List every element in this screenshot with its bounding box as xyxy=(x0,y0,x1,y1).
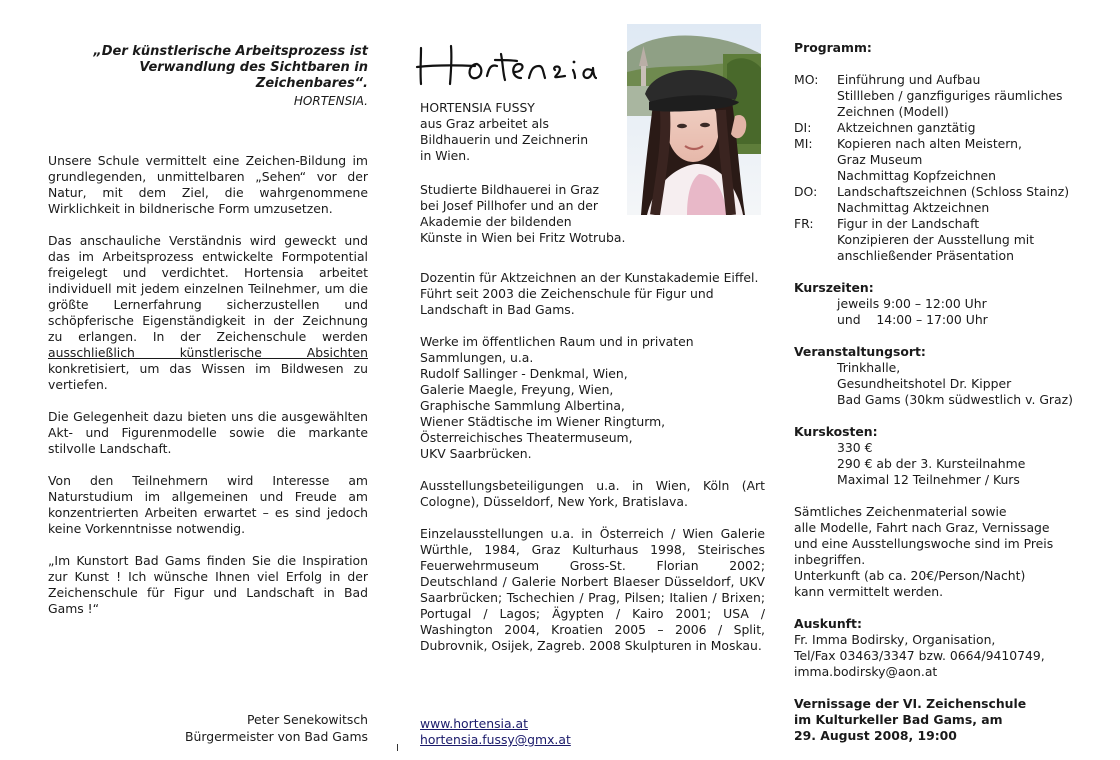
kosten-line: 290 € ab der 3. Kursteilnahme xyxy=(837,456,1026,471)
schedule-line: Nachmittag Kopfzeichnen xyxy=(837,168,997,183)
fold-mark xyxy=(397,744,398,751)
werke-line: Österreichisches Theatermuseum, xyxy=(420,430,633,445)
veranstaltungsort-heading: Veranstaltungsort: xyxy=(794,344,926,359)
day-label: MO: xyxy=(794,72,819,87)
bio-line: Studierte Bildhauerei in Graz xyxy=(420,182,600,197)
material-info xyxy=(794,504,1114,600)
bio-line: Akademie der bildenden xyxy=(420,214,572,229)
veranstaltungsort-list xyxy=(794,360,1114,408)
bio-paragraph-dozentin: Dozentin für Aktzeichnen an der Kunstakademie Eiffel. Führt seit 2003 die Zeichenschule für Figur und Landschaft in Bad Gams. xyxy=(420,270,759,317)
werke-line: Wiener Städtische im Wiener Ringturm, xyxy=(420,414,666,429)
column-intro xyxy=(48,44,368,633)
quote-line: Verwandlung des Sichtbaren in xyxy=(139,60,368,75)
text-run: Das anschauliche Verständnis wird geweckt und das im Arbeitsprozess entwickelte Formpotential freigelegt und verdichtet. Hortensia arbeitet individuell mit jedem einzelnen Teilnehmer, um die größte Lernerfahrung sicherzustellen und schöpferische Eigenständigkeit in der Zeichnung zu erlangen. In der Zeichenschule werden xyxy=(48,233,368,344)
intro-paragraph: Die Gelegenheit dazu bieten uns die ausgewählten Akt- und Figurenmodelle sowie die markante stilvolle Landschaft. xyxy=(48,409,368,456)
email-link[interactable]: hortensia.fussy@gmx.at xyxy=(420,732,571,747)
schedule-line: Nachmittag Aktzeichnen xyxy=(837,200,990,215)
werke-line: Rudolf Sallinger - Denkmal, Wien, xyxy=(420,366,628,381)
bio-line: bei Josef Pillhofer und an der xyxy=(420,198,598,213)
hortensia-signature-logo xyxy=(415,40,597,88)
underlined-text: ausschließlich künstlerische Absichten xyxy=(48,345,368,360)
quote xyxy=(48,44,368,92)
vernissage-line: Vernissage der VI. Zeichenschule xyxy=(794,696,1027,711)
kurskosten-list xyxy=(794,440,1114,488)
schedule-line: Graz Museum xyxy=(837,152,923,167)
bio-line: Künste in Wien bei Fritz Wotruba. xyxy=(420,230,626,245)
schedule-day-mo xyxy=(794,72,1114,120)
werke-line: Graphische Sammlung Albertina, xyxy=(420,398,625,413)
material-line: Unterkunft (ab ca. 20€/Person/Nacht) xyxy=(794,568,1026,583)
intro-paragraph: Unsere Schule vermittelt eine Zeichen-Bildung im grundlegenden, unmittelbaren „Sehen“ vor der Natur, mit dem Ziel, die wahrgenommene Wirklichkeit in bildnerische Form umzusetzen. xyxy=(48,153,368,216)
auskunft-heading: Auskunft: xyxy=(794,616,862,631)
programm-heading: Programm: xyxy=(794,40,872,55)
kosten-line: 330 € xyxy=(837,440,873,455)
bio-paragraph-einzelausstellungen: Einzelausstellungen u.a. in Österreich / Wien Galerie Würthle, 1984, Graz Kulturhaus 1998, Steirisches Feuerwehrmuseum Gross-St. Florian 2002; Deutschland / Galerie Norbert Blaeser Düsseldorf, UKV Saarbrücken; Tschechien / Prag, Pilsen; Italien / Brixen; Portugal / Lagos; Ägypten / Kairo 2001; USA / Washington 2004, Kroatien 2005 – 2006 / Split, Dubrovnik, Osijek, Zagreb. 2008 Skulpturen in Moskau. xyxy=(420,526,765,653)
auskunft-email: imma.bodirsky@aon.at xyxy=(794,664,938,679)
schedule-line: Einführung und Aufbau xyxy=(837,72,981,87)
schedule-line: Stillleben / ganzfiguriges räumliches xyxy=(837,88,1063,103)
material-line: Sämtliches Zeichenmaterial sowie xyxy=(794,504,1007,519)
schedule-line: Figur in der Landschaft xyxy=(837,216,980,231)
programm-schedule xyxy=(794,72,1114,264)
vernissage-announcement xyxy=(794,696,1114,744)
contact-links xyxy=(420,716,765,748)
auskunft-line: Fr. Imma Bodirsky, Organisation, xyxy=(794,632,996,647)
mayor-quote: „Im Kunstort Bad Gams finden Sie die Inspiration zur Kunst ! Ich wünsche Ihnen viel Erfolg in der Zeichenschule für Figur und Landschaft in Bad Gams !“ xyxy=(48,553,368,616)
intro-paragraph xyxy=(48,233,368,393)
werke-line: Sammlungen, u.a. xyxy=(420,350,534,365)
signature-title: Bürgermeister von Bad Gams xyxy=(184,729,368,744)
schedule-day-mi xyxy=(794,136,1114,184)
signature-name: Peter Senekowitsch xyxy=(246,712,368,727)
schedule-day-di xyxy=(794,120,1114,136)
quote-line: „Der künstlerische Arbeitsprozess ist xyxy=(93,44,368,59)
material-line: kann vermittelt werden. xyxy=(794,584,944,599)
bio-line: aus Graz arbeitet als xyxy=(420,116,549,131)
bio-details xyxy=(420,270,765,670)
bio-line: HORTENSIA FUSSY xyxy=(420,100,535,115)
auskunft-line: Tel/Fax 03463/3347 bzw. 0664/9410749, xyxy=(794,648,1045,663)
bio-line: in Wien. xyxy=(420,148,471,163)
material-line: inbegriffen. xyxy=(794,552,866,567)
schedule-line: Aktzeichnen ganztätig xyxy=(837,120,976,135)
material-line: und eine Ausstellungswoche sind im Preis xyxy=(794,536,1054,551)
schedule-line: Kopieren nach alten Meistern, xyxy=(837,136,1022,151)
auskunft-list xyxy=(794,632,1114,680)
website-link[interactable]: www.hortensia.at xyxy=(420,716,528,731)
vernissage-line: 29. August 2008, 19:00 xyxy=(794,728,957,743)
kurszeiten-line: jeweils 9:00 – 12:00 Uhr xyxy=(837,296,987,311)
schedule-day-fr xyxy=(794,216,1114,264)
mayor-signature xyxy=(48,711,368,745)
vernissage-line: im Kulturkeller Bad Gams, am xyxy=(794,712,1003,727)
day-label: DI: xyxy=(794,120,812,135)
kurszeiten-line: und 14:00 – 17:00 Uhr xyxy=(837,312,988,327)
schedule-day-do xyxy=(794,184,1114,216)
material-line: alle Modelle, Fahrt nach Graz, Vernissage xyxy=(794,520,1050,535)
kurszeiten-list xyxy=(794,296,1114,328)
text-run: konkretisiert, um das Wissen im Bildwesen zu vertiefen. xyxy=(48,361,368,392)
intro-paragraph: Von den Teilnehmern wird Interesse am Naturstudium im allgemeinen und Freude am konzentrierten Arbeiten erwartet – es sind jedoch keine Vorkenntnisse notwendig. xyxy=(48,473,368,536)
day-label: FR: xyxy=(794,216,814,231)
day-label: MI: xyxy=(794,136,813,151)
bio-studies xyxy=(420,182,765,246)
schedule-line: Zeichnen (Modell) xyxy=(837,104,949,119)
schedule-line: Landschaftszeichnen (Schloss Stainz) xyxy=(837,184,1070,199)
quote-author: HORTENSIA. xyxy=(293,94,368,108)
kosten-line: Maximal 12 Teilnehmer / Kurs xyxy=(837,472,1020,487)
quote-line: Zeichenbares“. xyxy=(255,76,368,91)
werke-line: Werke im öffentlichen Raum und in privaten xyxy=(420,334,694,349)
bio-paragraph-werke xyxy=(420,334,765,462)
bio-line: Bildhauerin und Zeichnerin xyxy=(420,132,589,147)
ort-line: Bad Gams (30km südwestlich v. Graz) xyxy=(837,392,1073,407)
bio-paragraph-ausstellung: Ausstellungsbeteiligungen u.a. in Wien, Köln (Art Cologne), Düsseldorf, New York, Bratislava. xyxy=(420,478,765,509)
schedule-line: Konzipieren der Ausstellung mit xyxy=(837,232,1035,247)
kurszeiten-heading: Kurszeiten: xyxy=(794,280,874,295)
ort-line: Trinkhalle, xyxy=(837,360,901,375)
werke-line: Galerie Maegle, Freyung, Wien, xyxy=(420,382,614,397)
day-label: DO: xyxy=(794,184,818,199)
bio-intro xyxy=(420,100,620,164)
werke-line: UKV Saarbrücken. xyxy=(420,446,532,461)
kurskosten-heading: Kurskosten: xyxy=(794,424,878,439)
schedule-line: anschließender Präsentation xyxy=(837,248,1014,263)
ort-line: Gesundheitshotel Dr. Kipper xyxy=(837,376,1012,391)
column-program xyxy=(794,40,1114,744)
